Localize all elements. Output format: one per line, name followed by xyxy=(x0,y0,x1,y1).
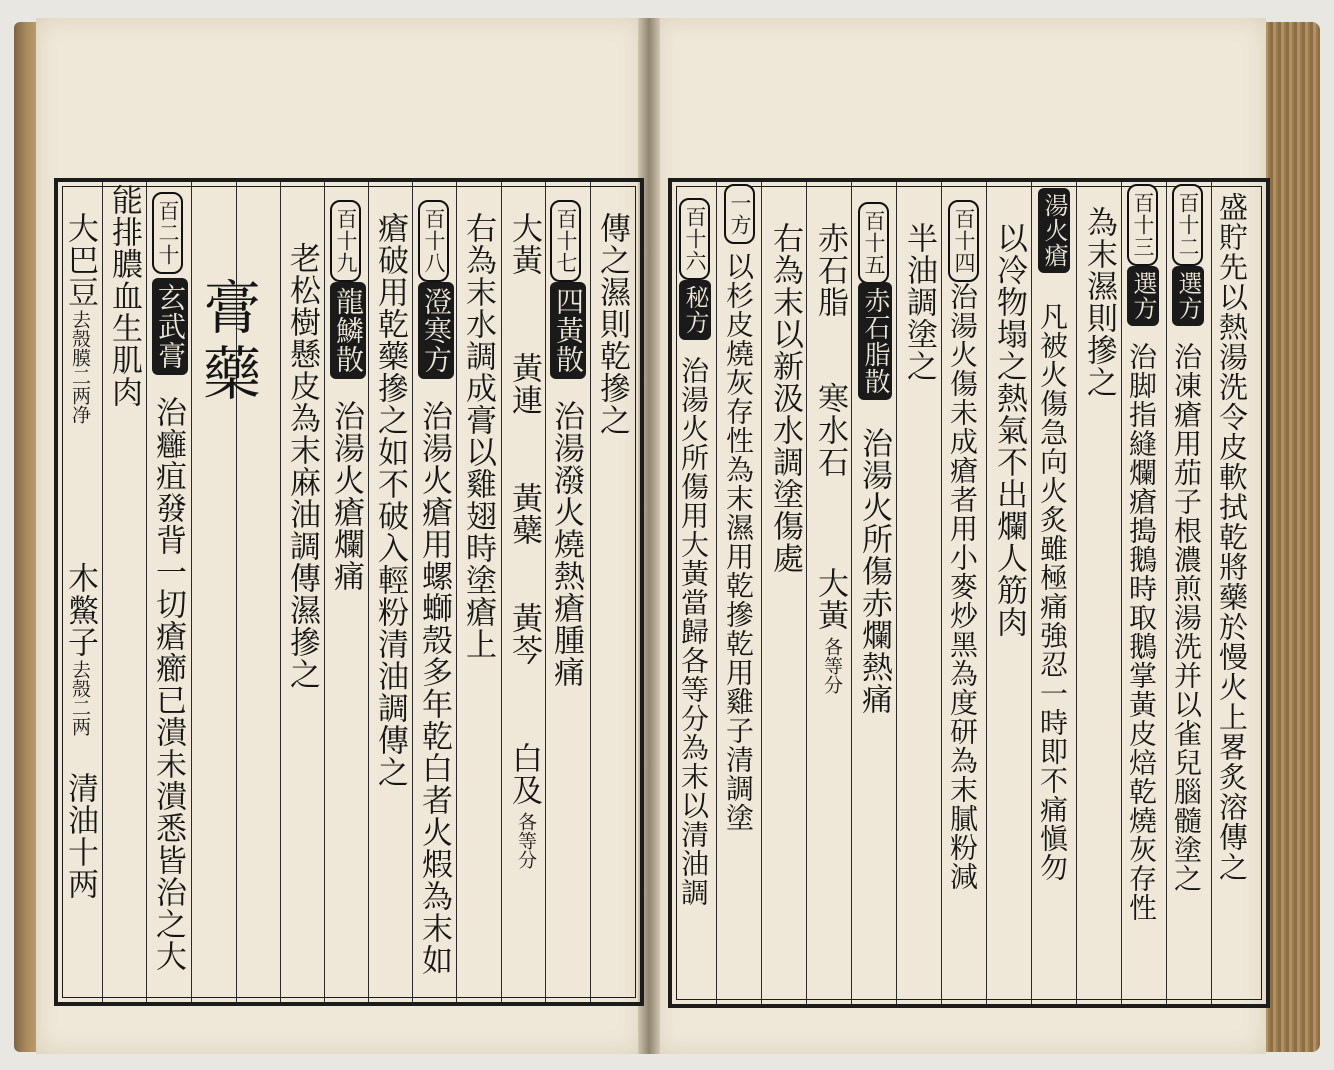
text-column: 傳之濕則乾摻之 xyxy=(594,212,630,436)
ingredient: 大巴豆 xyxy=(62,212,98,308)
entry-number-tag: 百十六 xyxy=(679,198,710,280)
column-rule xyxy=(716,182,717,1004)
column-rule xyxy=(102,182,103,1002)
column-rule xyxy=(1166,182,1167,1004)
text-column: 治湯火瘡用螺螄殼多年乾白者火煆為末如 xyxy=(416,400,452,976)
column-rule xyxy=(1121,182,1122,1004)
dosage-note: 去殼膜二两净 xyxy=(69,310,91,424)
text-column: 治湯潑火燒熱瘡腫痛 xyxy=(548,400,584,688)
column-rule xyxy=(191,182,192,1002)
column-rule xyxy=(590,182,591,1002)
text-column: 為末濕則摻之 xyxy=(1081,206,1117,398)
entry-number-tag: 一方 xyxy=(724,184,755,244)
section-heading: 膏藥 xyxy=(193,277,261,409)
text-column: 能排膿血生肌肉 xyxy=(106,184,142,408)
ingredient: 大黃 xyxy=(506,212,542,276)
text-column: 治凍瘡用茄子根濃煎湯洗并以雀兒腦髓塗之 xyxy=(1170,342,1203,893)
column-rule xyxy=(851,182,852,1004)
dosage-note: 各等分 xyxy=(515,812,537,869)
ingredient: 寒水石 xyxy=(812,382,848,478)
column-rule xyxy=(146,182,147,1002)
dosage-note: 各等分 xyxy=(821,637,843,694)
prescription-title: 赤石脂散 xyxy=(858,282,892,400)
ingredient: 清油十两 xyxy=(62,772,98,900)
prescription-title: 四黃散 xyxy=(550,282,586,379)
column-rule xyxy=(986,182,987,1004)
ingredient: 白及 xyxy=(506,742,542,806)
entry-number-tag: 百十八 xyxy=(418,200,449,282)
text-column: 治湯火所傷赤爛熱痛 xyxy=(856,427,892,715)
text-column: 治湯火傷未成瘡者用小麥炒黑為度研為末膩粉減 xyxy=(946,282,979,891)
ingredient: 黃芩 xyxy=(506,602,542,666)
column-rule xyxy=(941,182,942,1004)
ingredient: 大黃 xyxy=(812,567,848,631)
text-column: 治湯火瘡爛痛 xyxy=(328,400,364,592)
prescription-title: 玄武膏 xyxy=(152,278,188,375)
prescription-title: 秘方 xyxy=(679,280,711,340)
column-rule xyxy=(761,182,762,1004)
text-column: 治脚指縫爛瘡搗鵝時取鵝掌黃皮焙乾燒灰存性 xyxy=(1125,342,1158,922)
entry-number-tag: 百二十 xyxy=(152,192,183,274)
column-rule xyxy=(456,182,457,1002)
column-rule xyxy=(368,182,369,1002)
right-text-frame xyxy=(668,178,1270,1008)
entry-number-tag: 百十三 xyxy=(1127,184,1158,266)
column-rule xyxy=(280,182,281,1002)
text-column: 治湯火所傷用大黃當歸各等分為末以清油調 xyxy=(677,356,710,907)
entry-number-tag: 百十五 xyxy=(858,202,889,284)
column-rule xyxy=(806,182,807,1004)
column-rule xyxy=(324,182,325,1002)
text-column: 老松樹懸皮為末麻油調傳濕摻之 xyxy=(284,242,320,690)
entry-number-tag: 百十四 xyxy=(948,200,979,282)
text-column: 盛貯先以熱湯洗令皮軟拭乾將藥於慢火上畧炙溶傳之 xyxy=(1215,192,1249,882)
prescription-title: 澄寒方 xyxy=(418,282,454,379)
ingredient: 木鱉子 xyxy=(62,562,98,658)
ingredient: 黃連 xyxy=(506,352,542,416)
column-rule xyxy=(1076,182,1077,1004)
book-edge-right xyxy=(1262,22,1320,1052)
prescription-title: 湯火瘡 xyxy=(1038,188,1070,273)
text-column: 半油調塗之 xyxy=(901,222,937,382)
text-column: 以杉皮燒灰存性為末濕用乾摻乾用雞子清調塗 xyxy=(722,252,755,832)
prescription-title: 龍鱗散 xyxy=(330,282,366,379)
left-text-frame xyxy=(54,178,644,1006)
entry-number-tag: 百十二 xyxy=(1172,184,1203,266)
column-rule xyxy=(896,182,897,1004)
text-column: 右為末水調成膏以雞翅時塗瘡上 xyxy=(460,212,496,660)
ingredient: 赤石脂 xyxy=(812,222,848,318)
entry-number-tag: 百十九 xyxy=(330,200,361,282)
column-rule xyxy=(412,182,413,1002)
ingredient: 黃蘗 xyxy=(506,482,542,546)
text-column: 以冷物塌之熱氣不出爛人筋肉 xyxy=(991,222,1027,638)
text-column: 右為末以新汲水調塗傷處 xyxy=(767,222,803,574)
prescription-title: 選方 xyxy=(1127,266,1159,326)
text-column: 凡被火傷急向火炙雖極痛強忍一時即不痛愼勿 xyxy=(1036,302,1069,882)
entry-number-tag: 百十七 xyxy=(550,200,581,282)
dosage-note: 去殼二两 xyxy=(69,660,91,736)
column-rule xyxy=(501,182,502,1002)
column-rule xyxy=(545,182,546,1002)
column-rule xyxy=(1031,182,1032,1004)
column-rule xyxy=(1211,182,1212,1004)
prescription-title: 選方 xyxy=(1172,266,1204,326)
text-column: 瘡破用乾藥摻之如不破入輕粉清油調傳之 xyxy=(372,212,408,788)
text-column: 治癰疽發背一切瘡癤已潰未潰悉皆治之大 xyxy=(150,396,186,972)
